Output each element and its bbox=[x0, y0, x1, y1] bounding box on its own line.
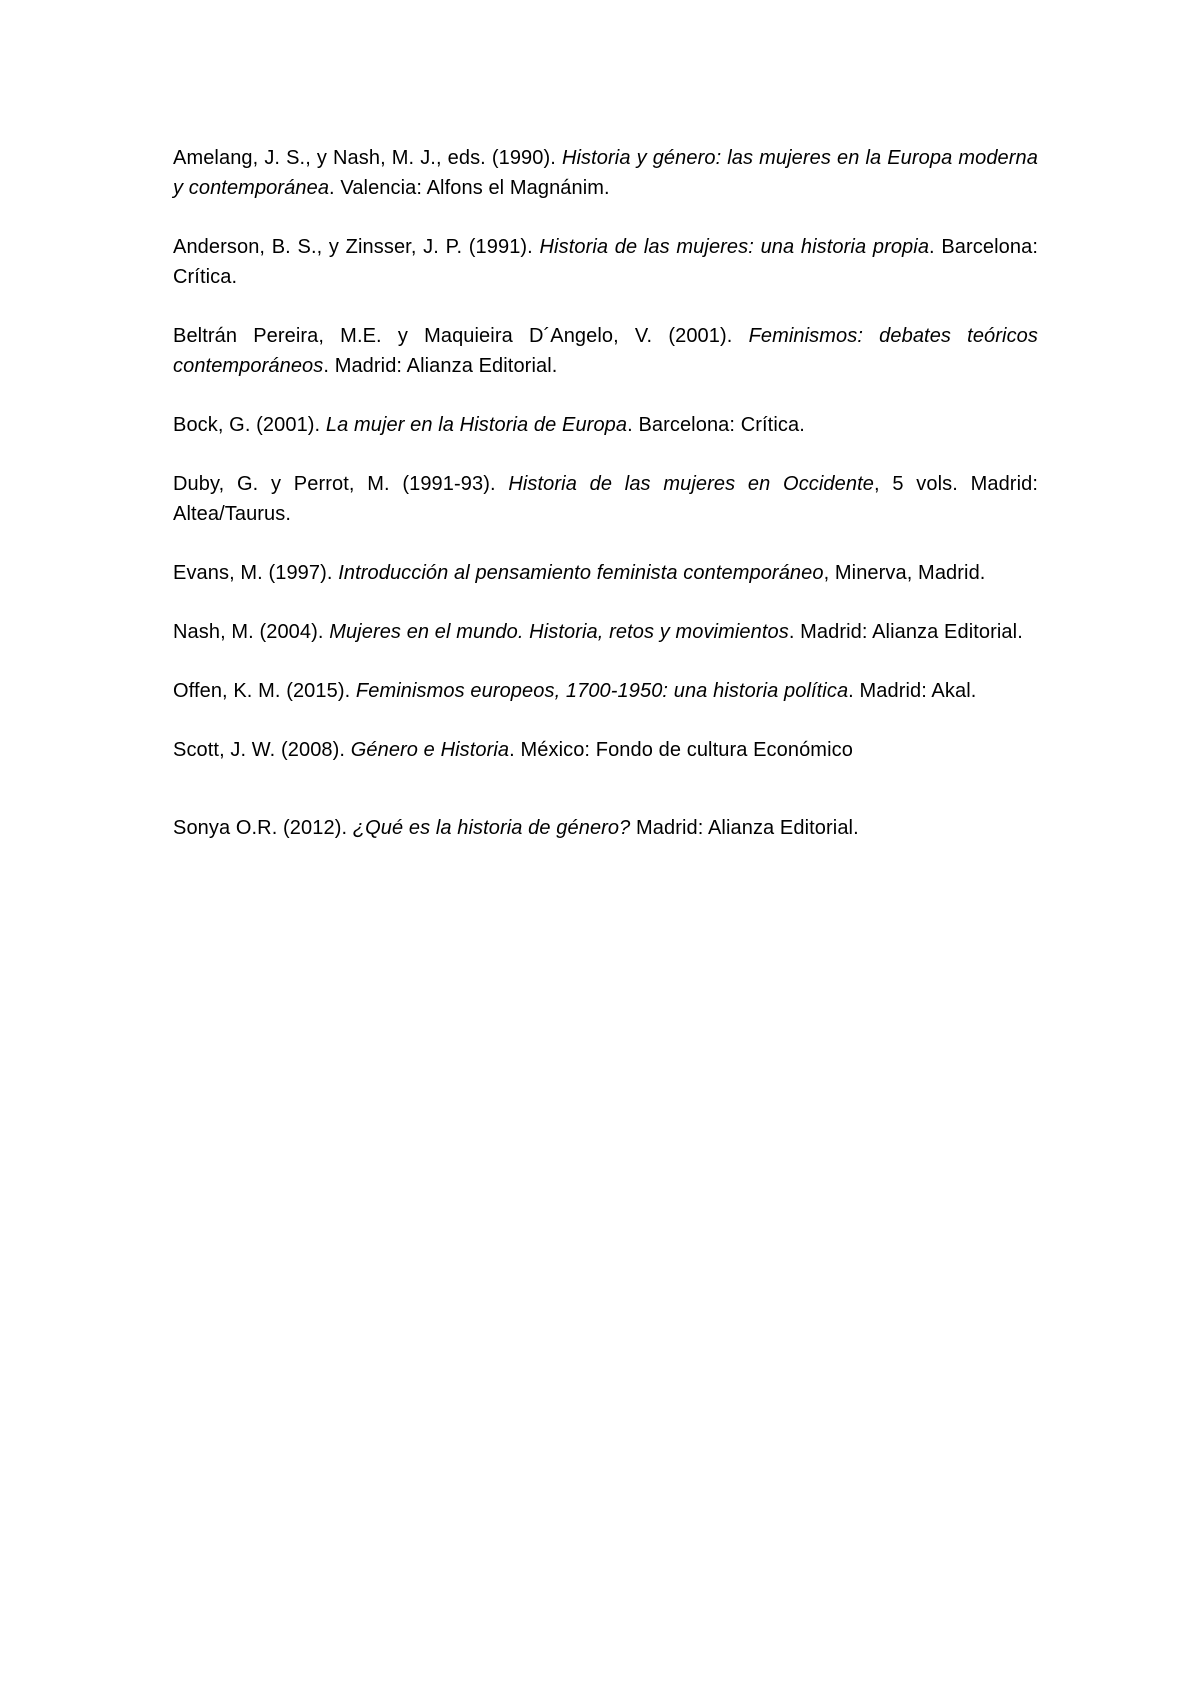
reference-authors-year: Bock, G. (2001). bbox=[173, 414, 326, 436]
reference-publisher: . México: Fondo de cultura Económico bbox=[509, 739, 853, 761]
reference-publisher: . Madrid: Alianza Editorial. bbox=[323, 355, 558, 377]
reference-publisher: . Madrid: Akal. bbox=[848, 680, 977, 702]
reference-entry bbox=[173, 676, 1038, 706]
reference-title: Introducción al pensamiento feminista contemporáneo bbox=[338, 562, 824, 584]
reference-title: Género e Historia bbox=[350, 739, 510, 761]
reference-publisher: , 5 vols. Madrid: Altea/Taurus. bbox=[173, 473, 1038, 525]
reference-authors-year: Anderson, B. S., y Zinsser, J. P. (1991). bbox=[173, 236, 540, 258]
reference-entry bbox=[173, 617, 1038, 647]
reference-publisher: Madrid: Alianza Editorial. bbox=[630, 817, 859, 839]
reference-authors-year: Evans, M. (1997). bbox=[173, 562, 339, 584]
reference-list bbox=[173, 143, 1038, 872]
reference-title: Feminismos: debates teóricos contemporáneos bbox=[173, 325, 1039, 377]
reference-title: La mujer en la Historia de Europa bbox=[325, 414, 628, 436]
reference-title: Mujeres en el mundo. Historia, retos y movimientos bbox=[329, 621, 789, 643]
reference-publisher: . Valencia: Alfons el Magnánim. bbox=[329, 177, 610, 199]
reference-title: Historia y género: las mujeres en la Europa moderna y contemporánea bbox=[173, 147, 1038, 199]
reference-publisher: . Madrid: Alianza Editorial. bbox=[788, 621, 1023, 643]
reference-entry bbox=[173, 469, 1038, 529]
reference-authors-year: Sonya O.R. (2012). bbox=[173, 817, 353, 839]
reference-authors-year: Amelang, J. S., y Nash, M. J., eds. (1990). bbox=[173, 147, 562, 169]
reference-entry bbox=[173, 735, 1038, 765]
reference-publisher: . Barcelona: Crítica. bbox=[627, 414, 805, 436]
reference-entry bbox=[173, 321, 1038, 381]
reference-authors-year: Scott, J. W. (2008). bbox=[173, 739, 351, 761]
reference-authors-year: Offen, K. M. (2015). bbox=[173, 680, 356, 702]
reference-entry bbox=[173, 558, 1038, 588]
reference-publisher: , Minerva, Madrid. bbox=[823, 562, 986, 584]
reference-entry bbox=[173, 410, 1038, 440]
reference-entry bbox=[173, 143, 1038, 203]
reference-entry bbox=[173, 813, 1038, 843]
reference-entry bbox=[173, 232, 1038, 292]
reference-authors-year: Duby, G. y Perrot, M. (1991-93). bbox=[173, 473, 509, 495]
reference-title: Historia de las mujeres: una historia propia bbox=[539, 236, 930, 258]
reference-title: ¿Qué es la historia de género? bbox=[352, 817, 631, 839]
reference-publisher: . Barcelona: Crítica. bbox=[173, 236, 1038, 288]
reference-authors-year: Beltrán Pereira, M.E. y Maquieira D´Angelo, V. (2001). bbox=[173, 325, 749, 347]
reference-title: Historia de las mujeres en Occidente bbox=[508, 473, 874, 495]
reference-title: Feminismos europeos, 1700-1950: una historia política bbox=[355, 680, 849, 702]
reference-authors-year: Nash, M. (2004). bbox=[173, 621, 330, 643]
